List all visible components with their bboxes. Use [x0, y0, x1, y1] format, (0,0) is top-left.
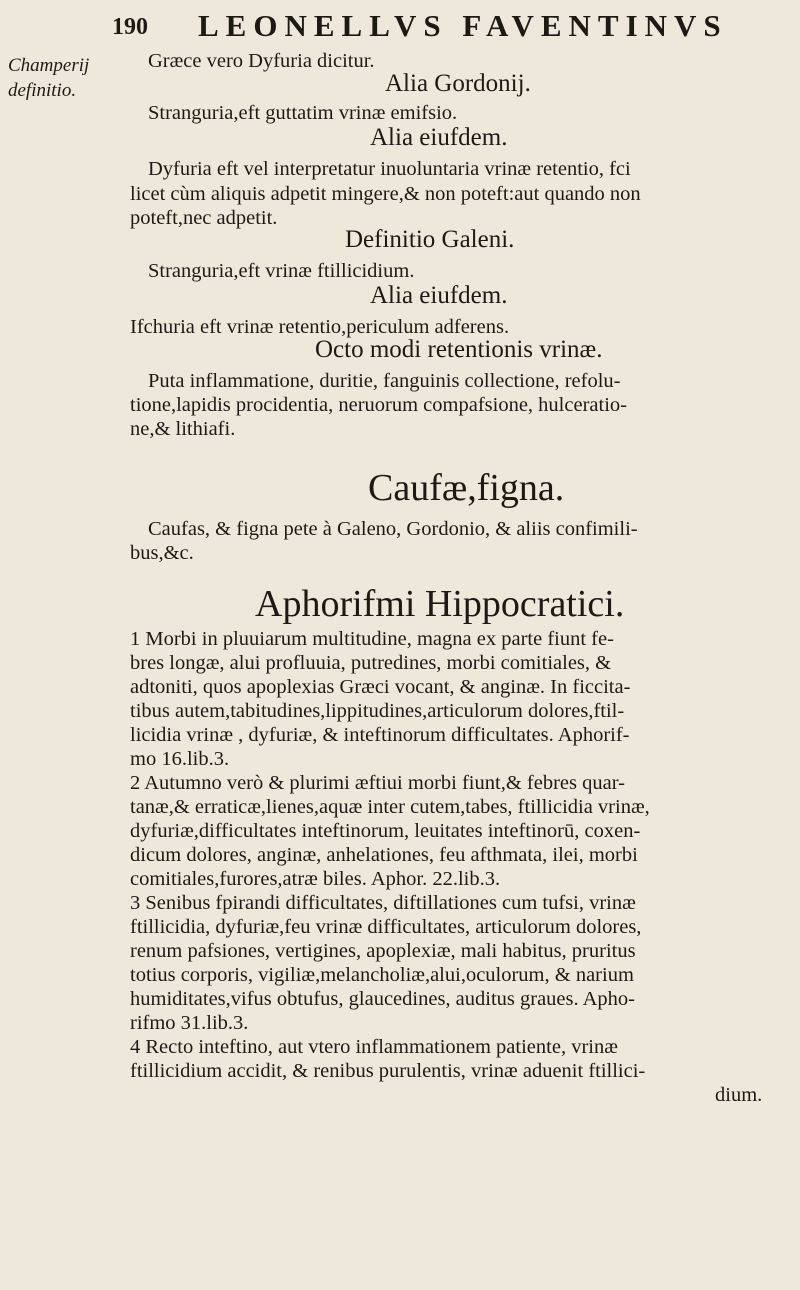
running-head: LEONELLVS FAVENTINVS — [198, 8, 728, 43]
aphorism-line: bres longæ, alui profluuia, putredines, morbi comitiales, & — [130, 652, 612, 674]
aphorism-line: totius corporis, vigiliæ,melancholiæ,alui,oculorum, & narium — [130, 964, 634, 986]
aphorism-line: tanæ,& erraticæ,lienes,aquæ inter cutem,tabes, ftillicidia vrinæ, — [130, 796, 650, 818]
text-line: Dyfuria eft vel interpretatur inuoluntaria vrinæ retentio, fci — [148, 158, 631, 180]
aphorism-line: rifmo 31.lib.3. — [130, 1012, 249, 1034]
section-heading: Caufæ,figna. — [368, 467, 565, 509]
aphorism-line: 1 Morbi in pluuiarum multitudine, magna ex parte fiunt fe- — [130, 628, 614, 650]
subheading: Alia Gordonij. — [385, 70, 531, 97]
text-line: licet cùm aliquis adpetit mingere,& non poteft:aut quando non — [130, 183, 641, 205]
aphorism-line: renum pafsiones, vertigines, apoplexiæ, mali habitus, pruritus — [130, 940, 636, 962]
text-line: Stranguria,eft guttatim vrinæ emifsio. — [148, 102, 458, 124]
text-line: ne,& lithiafi. — [130, 418, 236, 440]
section-heading: Aphorifmi Hippocratici. — [255, 583, 625, 625]
margin-note-definition: definitio. — [8, 80, 77, 101]
text-line: bus,&c. — [130, 542, 194, 564]
text-line: Caufas, & figna pete à Galeno, Gordonio, & aliis confimili- — [148, 518, 638, 540]
text-line: Puta inflammatione, duritie, fanguinis collectione, refolu- — [148, 370, 621, 392]
text-line: Græce vero Dyfuria dicitur. — [148, 50, 375, 72]
aphorism-line: ftillicidium accidit, & renibus purulentis, vrinæ aduenit ftillici- — [130, 1060, 646, 1082]
aphorism-line: dium. — [715, 1084, 763, 1106]
page-number: 190 — [112, 14, 148, 40]
aphorism-line: 3 Senibus fpirandi difficultates, diftillationes cum tufsi, vrinæ — [130, 892, 636, 914]
aphorism-line: dicum dolores, anginæ, anhelationes, feu afthmata, ilei, morbi — [130, 844, 638, 866]
aphorism-line: mo 16.lib.3. — [130, 748, 230, 770]
text-line: poteft,nec adpetit. — [130, 207, 278, 229]
aphorism-line: adtoniti, quos apoplexias Græci vocant, & anginæ. In ficcita- — [130, 676, 631, 698]
subheading: Definitio Galeni. — [345, 226, 515, 253]
aphorism-line: comitiales,furores,atræ biles. Aphor. 22.lib.3. — [130, 868, 501, 890]
aphorism-line: 4 Recto inteftino, aut vtero inflammationem patiente, vrinæ — [130, 1036, 618, 1058]
subheading: Alia eiufdem. — [370, 124, 508, 151]
subheading: Octo modi retentionis vrinæ. — [315, 336, 603, 363]
text-line: Ifchuria eft vrinæ retentio,periculum adferens. — [130, 316, 510, 338]
aphorism-line: dyfuriæ,difficultates inteftinorum, leuitates inteftinorū, coxen- — [130, 820, 641, 842]
text-line: Stranguria,eft vrinæ ftillicidium. — [148, 260, 415, 282]
aphorism-line: licidia vrinæ , dyfuriæ, & inteftinorum difficultates. Aphorif- — [130, 724, 630, 746]
text-line: tione,lapidis procidentia, neruorum compafsione, hulceratio- — [130, 394, 627, 416]
aphorism-line: ftillicidia, dyfuriæ,feu vrinæ difficultates, articulorum dolores, — [130, 916, 642, 938]
aphorism-line: humiditates,vifus obtufus, glaucedines, auditus graues. Apho- — [130, 988, 636, 1010]
margin-note-author: Champerij — [8, 55, 90, 76]
aphorism-line: 2 Autumno verò & plurimi æftiui morbi fiunt,& febres quar- — [130, 772, 625, 794]
subheading: Alia eiufdem. — [370, 282, 508, 309]
aphorism-line: tibus autem,tabitudines,lippitudines,articulorum dolores,ftil- — [130, 700, 625, 722]
